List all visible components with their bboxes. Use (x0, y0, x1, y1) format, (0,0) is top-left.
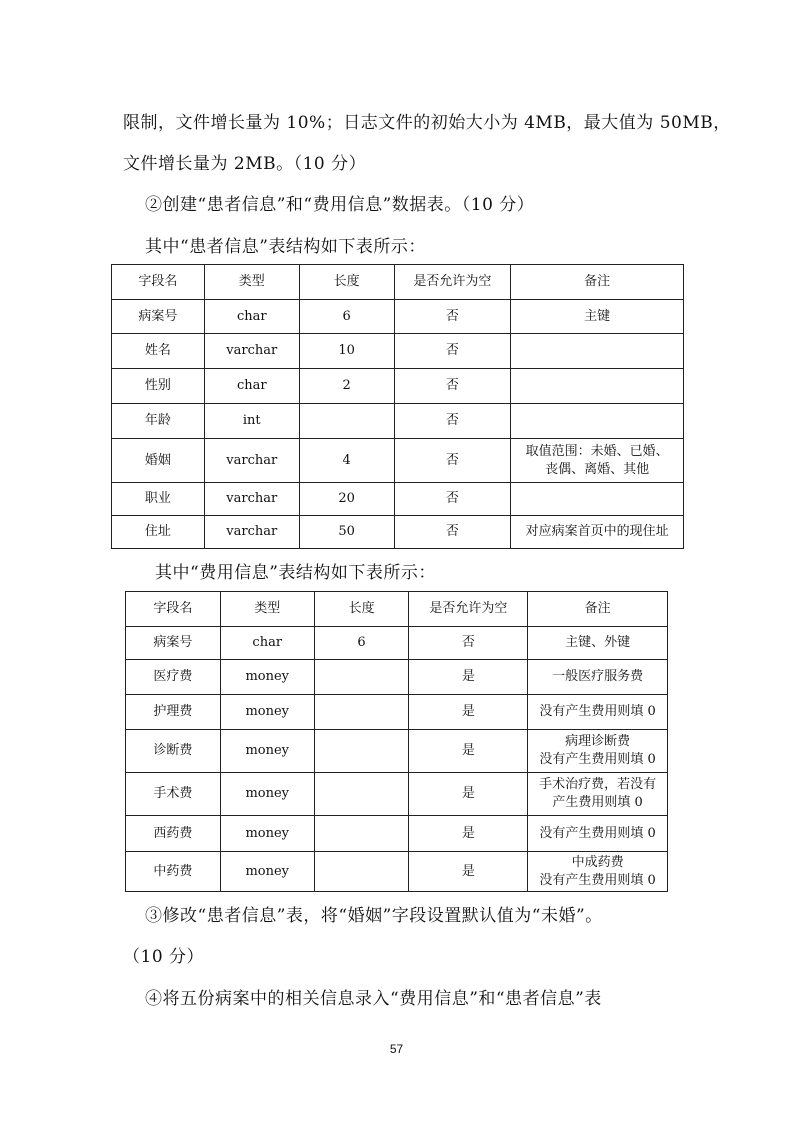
header-cell: 类型 (204, 265, 299, 300)
patient-info-table (111, 264, 684, 549)
table-cell (314, 695, 409, 730)
table-cell: char (204, 369, 299, 404)
table-row (112, 516, 684, 549)
table-cell: 中药费 (126, 852, 221, 892)
table-cell (314, 852, 409, 892)
table-cell: 是 (409, 773, 528, 816)
table-row (126, 773, 668, 816)
header-cell: 是否允许为空 (394, 265, 511, 300)
table-cell (528, 852, 668, 892)
table-cell: 否 (394, 516, 511, 549)
table-row (112, 483, 684, 516)
table-cell: 是 (409, 695, 528, 730)
table-header-row (112, 265, 684, 300)
table-cell: 主键 (511, 300, 684, 334)
table-cell (528, 773, 668, 816)
table-cell: 否 (394, 439, 511, 483)
header-cell: 备注 (511, 265, 684, 300)
table-cell: money (220, 816, 314, 852)
note-line: 取值范围：未婚、已婚、 (525, 443, 669, 459)
table-cell: 对应病案首页中的现住址 (511, 516, 684, 549)
paragraph-line-1: 限制，文件增长量为 10%；日志文件的初始大小为 4MB，最大值为 50MB， (123, 113, 731, 133)
table-cell: 否 (409, 627, 528, 660)
table-cell: char (220, 627, 314, 660)
table-cell: 否 (394, 404, 511, 439)
table2-caption: 其中“费用信息”表结构如下表所示： (155, 563, 436, 583)
table-cell (511, 334, 684, 369)
table-cell: 是 (409, 852, 528, 892)
table-row (112, 300, 684, 334)
table-cell: 职业 (112, 483, 205, 516)
table-cell: 是 (409, 816, 528, 852)
table-cell (299, 404, 394, 439)
table-cell: 诊断费 (126, 730, 221, 773)
table-cell: varchar (204, 516, 299, 549)
header-cell: 长度 (299, 265, 394, 300)
table-cell: 20 (299, 483, 394, 516)
table-cell: 6 (299, 300, 394, 334)
table-cell: 病案号 (126, 627, 221, 660)
table-cell: 50 (299, 516, 394, 549)
table1-caption: 其中“患者信息”表结构如下表所示： (145, 237, 426, 257)
table-row (126, 852, 668, 892)
table-cell: 6 (314, 627, 409, 660)
table-cell: varchar (204, 439, 299, 483)
table-cell (314, 660, 409, 695)
table-cell: 主键、外键 (528, 627, 668, 660)
table-cell (528, 730, 668, 773)
table-cell (511, 439, 684, 483)
table-row (126, 730, 668, 773)
table-row (126, 695, 668, 730)
table-cell (511, 404, 684, 439)
table-row (126, 627, 668, 660)
table-cell: 护理费 (126, 695, 221, 730)
table-cell: char (204, 300, 299, 334)
table-row (112, 334, 684, 369)
note-line: 病理诊断费 (565, 734, 631, 749)
table-cell: 年龄 (112, 404, 205, 439)
table-cell: 是 (409, 660, 528, 695)
note-line: 没有产生费用则填 0 (539, 872, 656, 888)
note-line: 没有产生费用则填 0 (539, 752, 656, 767)
table-row (112, 439, 684, 483)
paragraph-line-5: （10 分） (123, 947, 205, 967)
note-line: 产生费用则填 0 (552, 795, 643, 810)
table-cell: 婚姻 (112, 439, 205, 483)
table-cell: 否 (394, 334, 511, 369)
table-cell (314, 816, 409, 852)
table-cell: varchar (204, 334, 299, 369)
paragraph-line-3: ②创建“患者信息”和“费用信息”数据表。（10 分） (145, 195, 535, 215)
table-cell: int (204, 404, 299, 439)
note-line: 手术治疗费，若没有 (539, 777, 657, 792)
table-cell: 一般医疗服务费 (528, 660, 668, 695)
table-row (126, 816, 668, 852)
table-row (112, 369, 684, 404)
header-cell: 长度 (314, 592, 409, 627)
table-cell (314, 730, 409, 773)
header-cell: 是否允许为空 (409, 592, 528, 627)
table-cell (314, 773, 409, 816)
table-cell: 没有产生费用则填 0 (528, 695, 668, 730)
table-cell (511, 483, 684, 516)
table-cell: 否 (394, 300, 511, 334)
table-header-row (126, 592, 668, 627)
header-cell: 备注 (528, 592, 668, 627)
table-cell: 10 (299, 334, 394, 369)
cost-info-table (125, 591, 668, 892)
table-cell: 性别 (112, 369, 205, 404)
table-cell (511, 369, 684, 404)
table-cell: 否 (394, 369, 511, 404)
paragraph-line-6: ④将五份病案中的相关信息录入“费用信息”和“患者信息”表 (145, 989, 602, 1009)
header-cell: 字段名 (126, 592, 221, 627)
table-cell: money (220, 773, 314, 816)
page-number: 57 (389, 1042, 404, 1056)
table-cell: 医疗费 (126, 660, 221, 695)
table-cell: 病案号 (112, 300, 205, 334)
table-cell: 2 (299, 369, 394, 404)
table-cell: 是 (409, 730, 528, 773)
table-cell: money (220, 660, 314, 695)
table-cell: money (220, 852, 314, 892)
table-cell: 西药费 (126, 816, 221, 852)
header-cell: 类型 (220, 592, 314, 627)
note-line: 丧偶、离婚、其他 (545, 461, 650, 477)
table-row (112, 404, 684, 439)
note-line: 中成药费 (571, 854, 624, 870)
table-cell: 手术费 (126, 773, 221, 816)
table-cell: 否 (394, 483, 511, 516)
header-cell: 字段名 (112, 265, 205, 300)
table-cell: money (220, 730, 314, 773)
table-cell: 没有产生费用则填 0 (528, 816, 668, 852)
table-cell: money (220, 695, 314, 730)
table-cell: 姓名 (112, 334, 205, 369)
table-cell: 住址 (112, 516, 205, 549)
paragraph-line-4: ③修改“患者信息”表，将“婚姻”字段设置默认值为“未婚”。 (145, 906, 603, 926)
table-row (126, 660, 668, 695)
table-cell: 4 (299, 439, 394, 483)
paragraph-line-2: 文件增长量为 2MB。（10 分） (123, 154, 367, 174)
table-cell: varchar (204, 483, 299, 516)
